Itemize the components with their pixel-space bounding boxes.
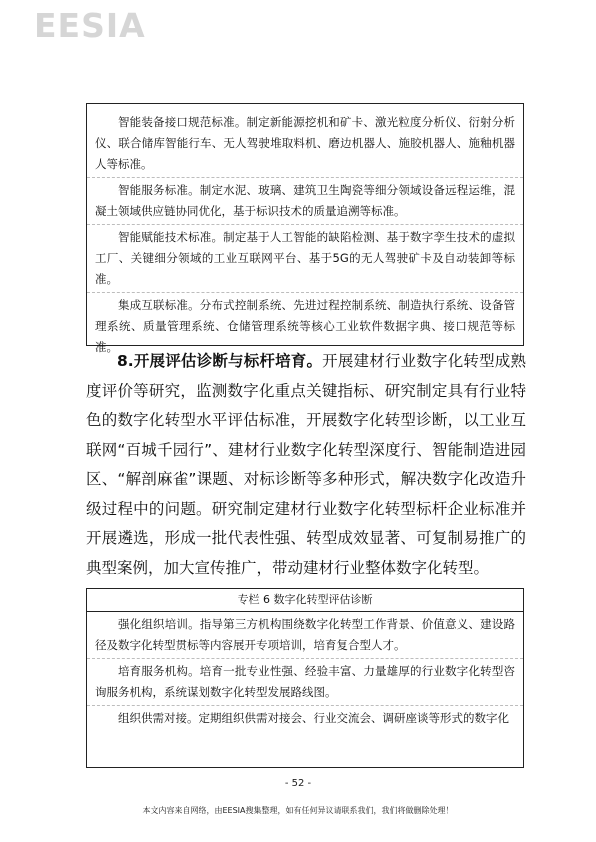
section-heading: 8.开展评估诊断与标杆培育。 [117,352,323,370]
box-paragraph: 智能装备接口规范标准。制定新能源挖机和矿卡、激光粒度分析仪、衍射分析仪、联合储库智能行车、无人驾驶堆取料机、磨边机器人、施胶机器人、施釉机器人等标准。 [87,104,523,178]
page-number: - 52 - [284,778,312,789]
column-title: 专栏 6 数字化转型评估诊断 [87,589,523,612]
column-6-box [86,588,524,768]
box-paragraph: 组织供需对接。定期组织供需对接会、行业交流会、调研座谈等形式的数字化 [118,711,509,725]
box-paragraph: 智能服务标准。制定水泥、玻璃、建筑卫生陶瓷等细分领域设备远程运维，混凝土领域供应链协同优化，基于标识技术的质量追溯等标准。 [87,178,523,225]
box-paragraph: 智能赋能技术标准。制定基于人工智能的缺陷检测、基于数字孪生技术的虚拟工厂、关键细分领域的工业互联网平台、基于5G的无人驾驶矿卡及自动装卸等标准。 [87,225,523,293]
footer-disclaimer: 本文内容来自网络，由EESIA搜集整理，如有任何异议请联系我们，我们将做删除处理！ [142,806,454,815]
eesia-logo: EESIA [34,6,146,45]
section-body: 开展建材行业数字化转型成熟度评价等研究，监测数字化重点关键指标、研究制定具有行业特色的数字化转型水平评估标准，开展数字化转型诊断，以工业互联网“百城千园行”、建材行业数字化转型深度行、智能制造进园区、“解剖麻雀”课题、对标诊断等多种形式，解决数字化改造升级过程中的问题。研究制定建材行业数字化转型标杆企业标准并开展遴选，形成一批代表性强、转型成效显著、可复制易推广的典型案例，加大宣传推广，带动建材行业整体数字化转型。 [86,352,526,577]
standards-box [86,103,524,354]
box-paragraph: 集成互联标准。分布式控制系统、先进过程控制系统、制造执行系统、设备管理系统、质量管理系统、仓储管理系统等核心工业软件数据字典、接口规范等标准。 [95,298,515,354]
section-8-paragraph [86,347,526,583]
box-paragraph: 强化组织培训。指导第三方机构围绕数字化转型工作背景、价值意义、建设路径及数字化转型贯标等内容展开专项培训，培育复合型人才。 [87,612,523,659]
box-paragraph: 培育服务机构。培育一批专业性强、经验丰富、力量雄厚的行业数字化转型咨询服务机构，系统谋划数字化转型发展路线图。 [87,659,523,706]
